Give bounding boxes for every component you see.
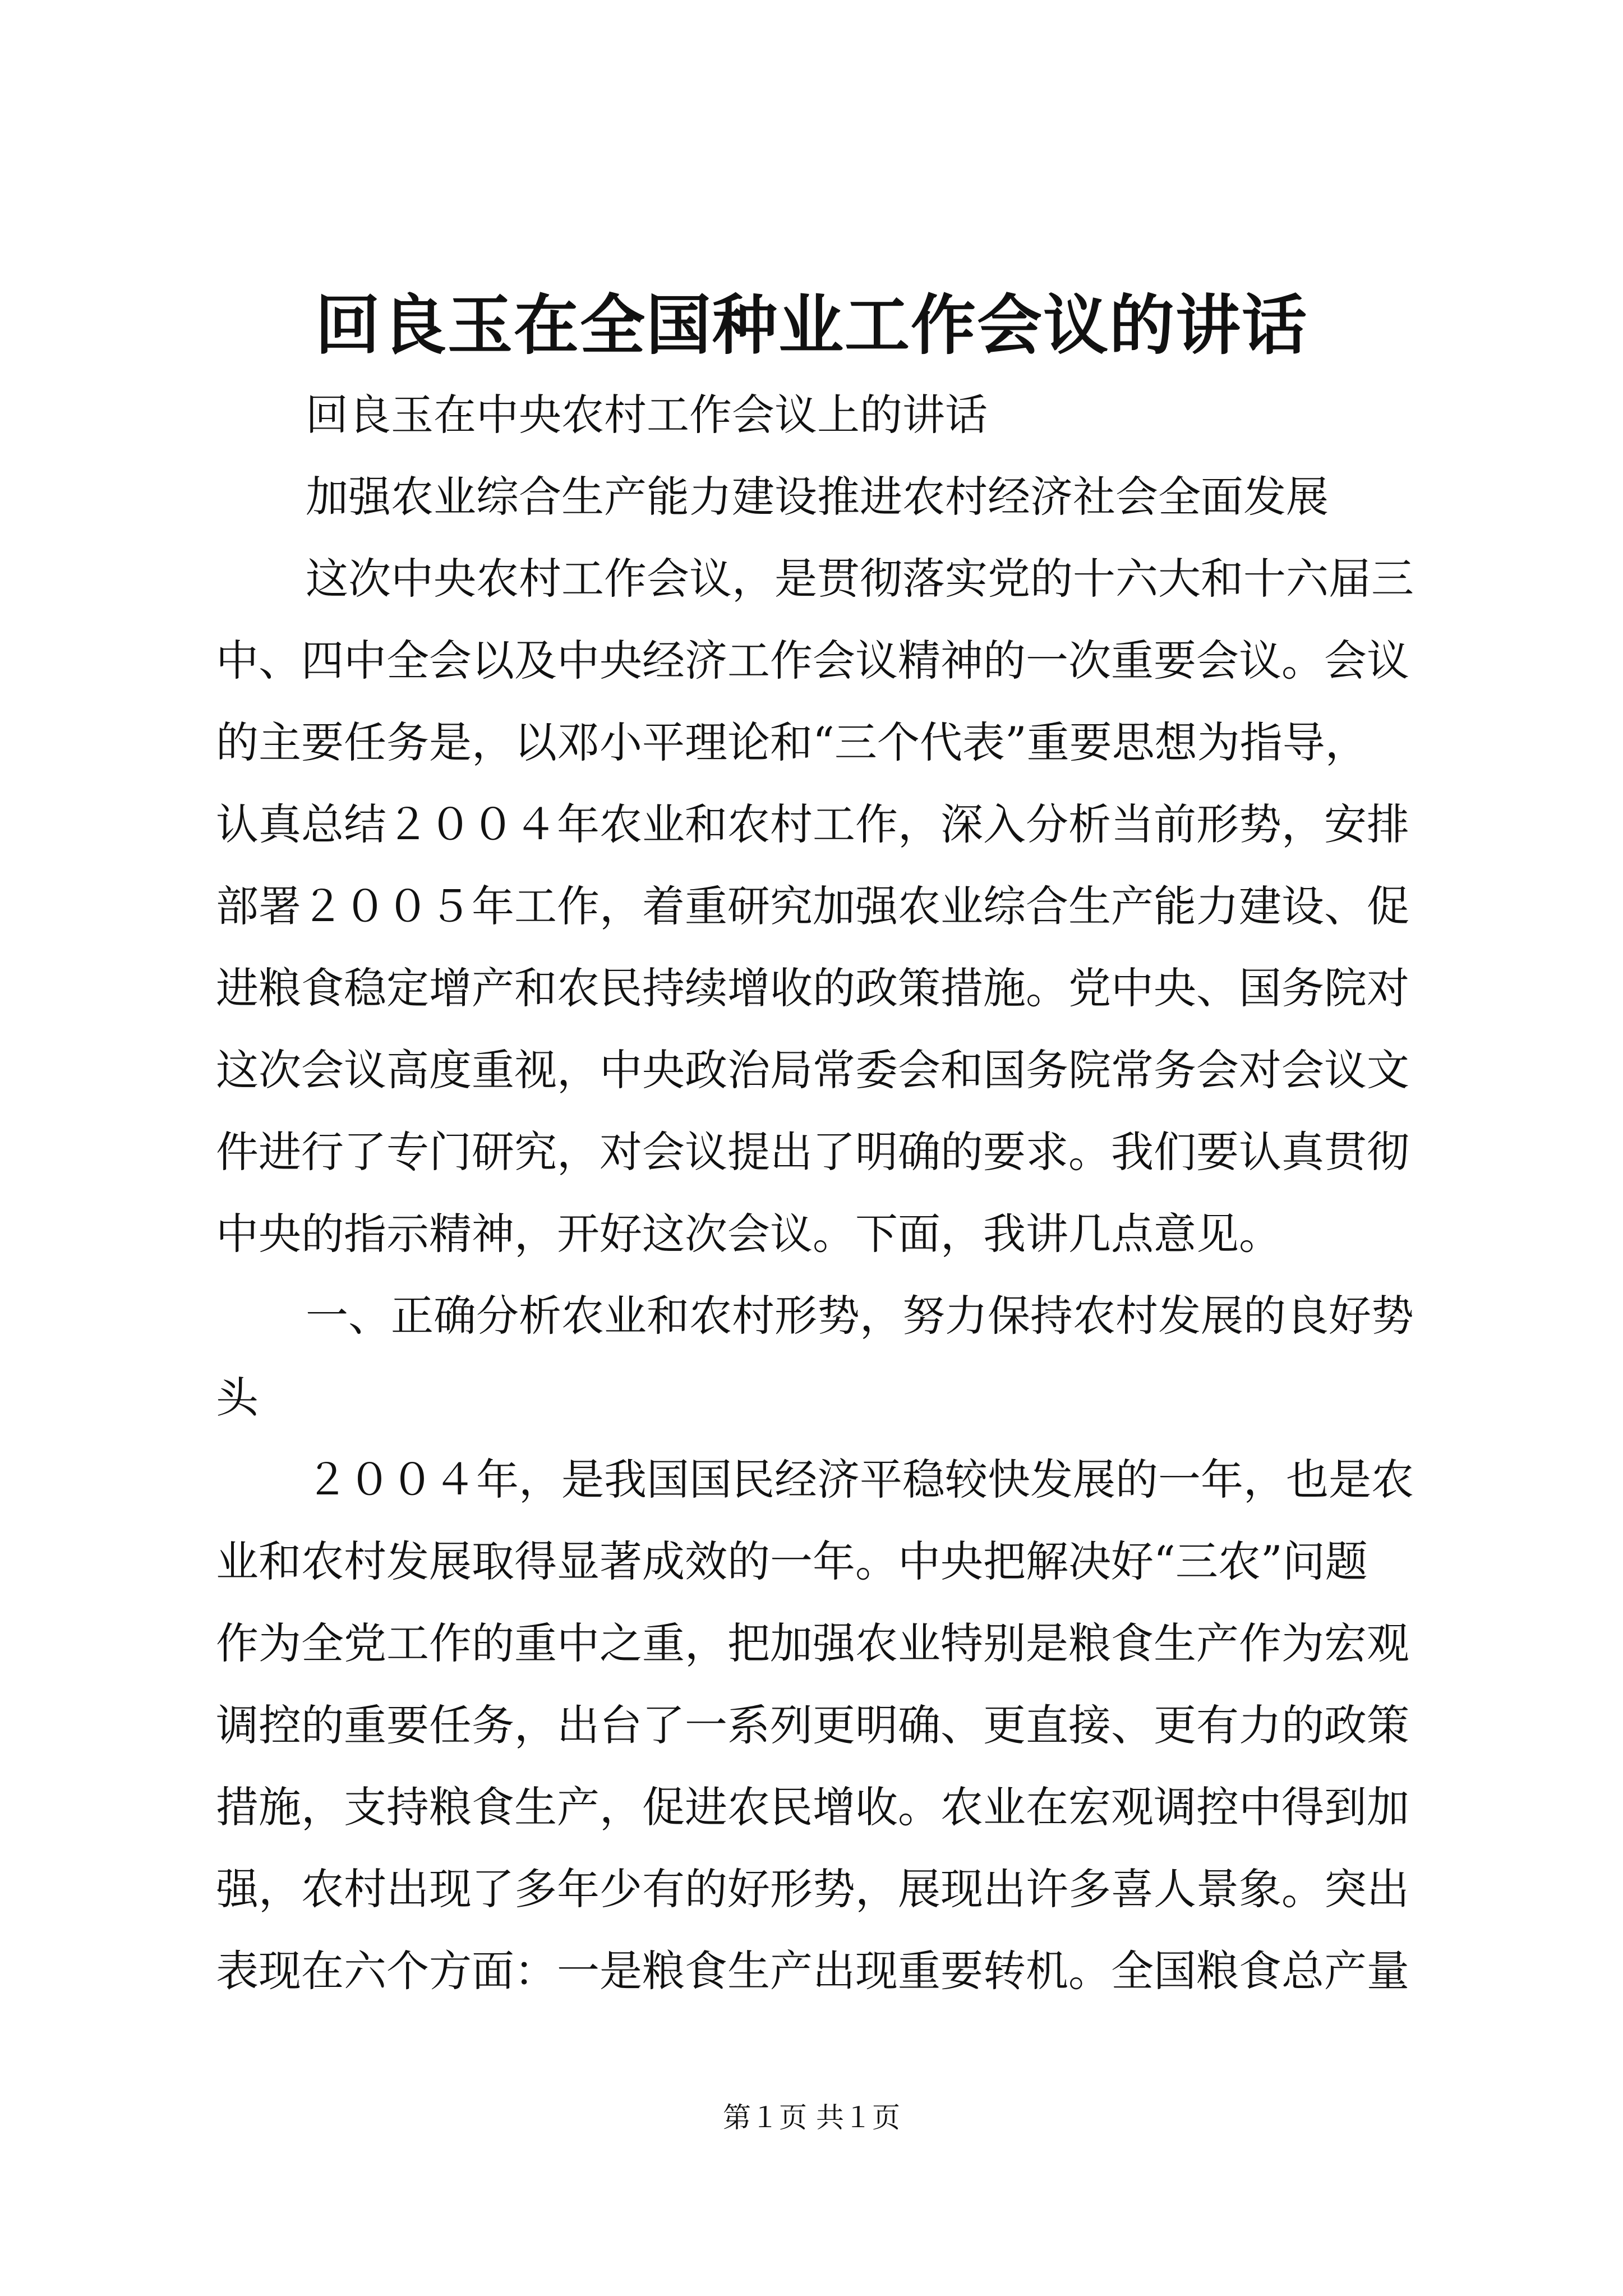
- body-line: 中央的指示精神，开好这次会议。下面，我讲几点意见。: [216, 1209, 1281, 1259]
- body-line: 部署２００５年工作，着重研究加强农业综合生产能力建设、促: [216, 881, 1409, 931]
- section-heading-line: 一、正确分析农业和农村形势，努力保持农村发展的良好势: [306, 1291, 1414, 1341]
- body-line: 作为全党工作的重中之重，把加强农业特别是粮食生产作为宏观: [216, 1618, 1409, 1668]
- body-line: 表现在六个方面：一是粮食生产出现重要转机。全国粮食总产量: [216, 1946, 1409, 1996]
- body-line: 业和农村发展取得显著成效的一年。中央把解决好“三农”问题: [216, 1536, 1368, 1586]
- body-line: 调控的重要任务，出台了一系列更明确、更直接、更有力的政策: [216, 1700, 1409, 1750]
- body-line: 件进行了专门研究，对会议提出了明确的要求。我们要认真贯彻: [216, 1127, 1409, 1177]
- body-line: 这次会议高度重视，中央政治局常委会和国务院常务会对会议文: [216, 1045, 1409, 1095]
- body-line: 的主要任务是，以邓小平理论和“三个代表”重要思想为指导，: [216, 717, 1368, 767]
- body-line: 认真总结２００４年农业和农村工作，深入分析当前形势，安排: [216, 799, 1409, 849]
- subtitle-line: 加强农业综合生产能力建设推进农村经济社会全面发展: [306, 472, 1329, 522]
- document-title: 回良玉在全国种业工作会议的讲话: [315, 287, 1308, 364]
- subtitle-line: 回良玉在中央农村工作会议上的讲话: [306, 390, 988, 440]
- body-line: 进粮食稳定增产和农民持续增收的政策措施。党中央、国务院对: [216, 963, 1409, 1013]
- body-line: 中、四中全会以及中央经济工作会议精神的一次重要会议。会议: [216, 636, 1409, 685]
- page-number-footer: 第１页 共１页: [723, 2101, 900, 2134]
- body-line: 措施，支持粮食生产，促进农民增收。农业在宏观调控中得到加: [216, 1782, 1409, 1832]
- body-line: ２００４年，是我国国民经济平稳较快发展的一年，也是农: [306, 1455, 1414, 1504]
- section-heading-line: 头: [216, 1373, 259, 1423]
- body-line: 强，农村出现了多年少有的好形势，展现出许多喜人景象。突出: [216, 1864, 1409, 1914]
- body-line: 这次中央农村工作会议，是贯彻落实党的十六大和十六届三: [306, 554, 1414, 604]
